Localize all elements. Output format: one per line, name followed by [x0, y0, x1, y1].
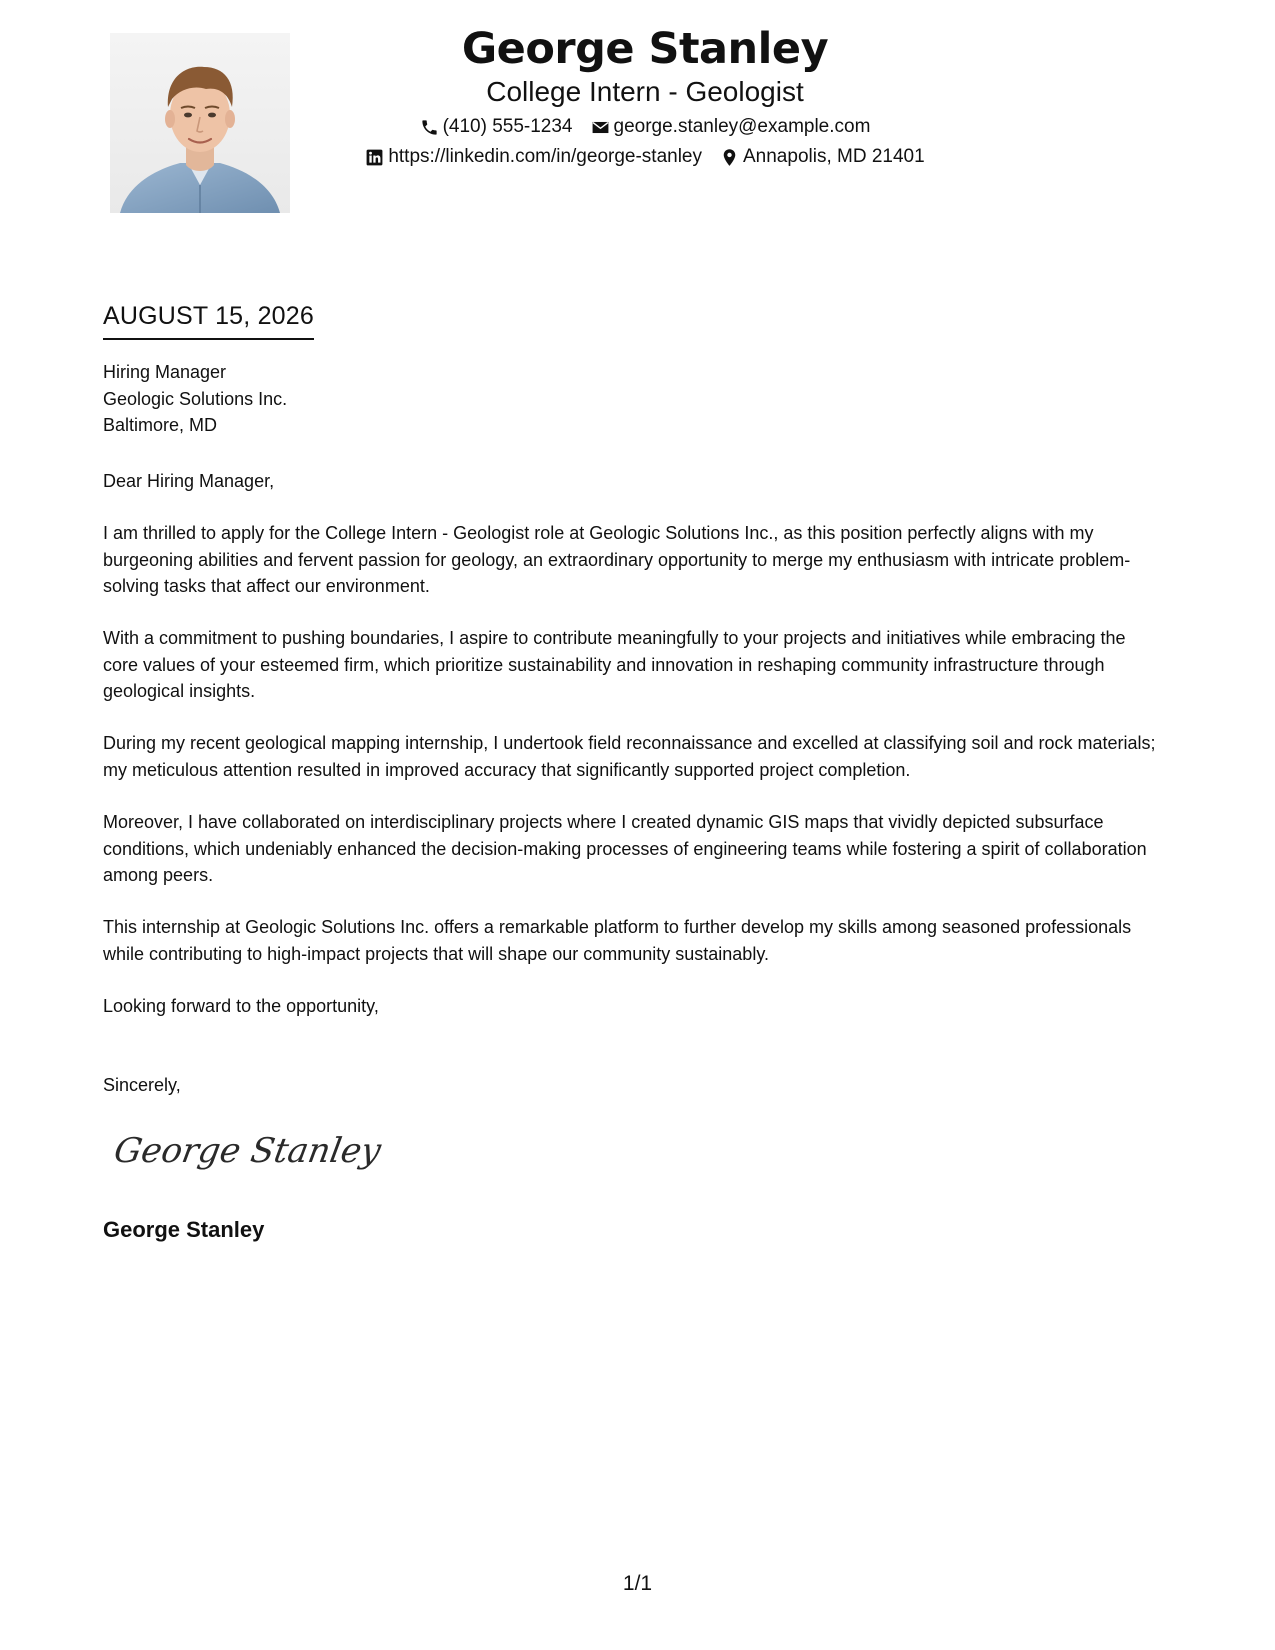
body-paragraph: With a commitment to pushing boundaries, I aspire to contribute meaningfully to your projects and initiatives while embracing the core values of your esteemed firm, which prioritize sustainability and innovation in reshaping community infrastructure through geological insights. [103, 628, 1126, 701]
linkedin-icon [365, 148, 384, 167]
location-text: Annapolis, MD 21401 [743, 146, 925, 167]
phone-contact [420, 116, 573, 138]
header [300, 22, 990, 168]
body-paragraph: Moreover, I have collaborated on interdisciplinary projects where I created dynamic GIS maps that vividly depicted subsurface conditions, which undeniably enhanced the decision-making processes of engineering teams while fostering a spirit of collaboration among peers. [103, 812, 1147, 885]
recipient-company: Geologic Solutions Inc. [103, 388, 288, 409]
contact-line-2 [300, 146, 990, 168]
map-pin-icon [720, 148, 739, 167]
signer-name: George Stanley [103, 1217, 265, 1242]
sign-off: Sincerely, [103, 1075, 181, 1095]
body-paragraph: This internship at Geologic Solutions Inc. offers a remarkable platform to further develop my skills among seasoned professionals while contributing to high-impact projects that will shape our community sustainably. [103, 917, 1132, 964]
body-paragraph: I am thrilled to apply for the College Intern - Geologist role at Geologic Solutions Inc., as this position perfectly aligns with my burgeoning abilities and fervent passion for geology, an extraordinary opportunity to merge my enthusiasm with intricate problem-solving tasks that affect our environment. [103, 523, 1131, 596]
contact-line-1 [300, 116, 990, 138]
linkedin-url[interactable]: https://linkedin.com/in/george-stanley [388, 146, 702, 167]
phone-number: (410) 555-1234 [442, 116, 573, 137]
envelope-icon [591, 118, 610, 137]
phone-icon [420, 118, 439, 137]
email-address[interactable]: george.stanley@example.com [613, 116, 871, 137]
signature-script: George Stanley [111, 1131, 384, 1171]
profile-photo [110, 33, 290, 213]
recipient-title: Hiring Manager [103, 362, 227, 382]
body-paragraph: During my recent geological mapping internship, I undertook field reconnaissance and excelled at classifying soil and rock materials; my meticulous attention resulted in improved accuracy that significantly supported project completion. [103, 733, 1156, 780]
recipient-block [103, 359, 1163, 439]
page-number: 1/1 [622, 1572, 653, 1595]
applicant-role: College Intern - Geologist [486, 76, 804, 107]
handwritten-signature [111, 1120, 384, 1180]
letter-date: AUGUST 15, 2026 [103, 300, 314, 340]
signature-drawing [111, 1120, 384, 1180]
salutation: Dear Hiring Manager, [103, 471, 275, 491]
applicant-name: George Stanley [461, 24, 829, 74]
closing-line: Looking forward to the opportunity, [103, 996, 379, 1016]
location-contact [720, 146, 925, 168]
avatar-illustration [110, 33, 290, 213]
email-contact [591, 116, 871, 138]
linkedin-contact [365, 146, 702, 168]
recipient-city: Baltimore, MD [103, 415, 218, 435]
